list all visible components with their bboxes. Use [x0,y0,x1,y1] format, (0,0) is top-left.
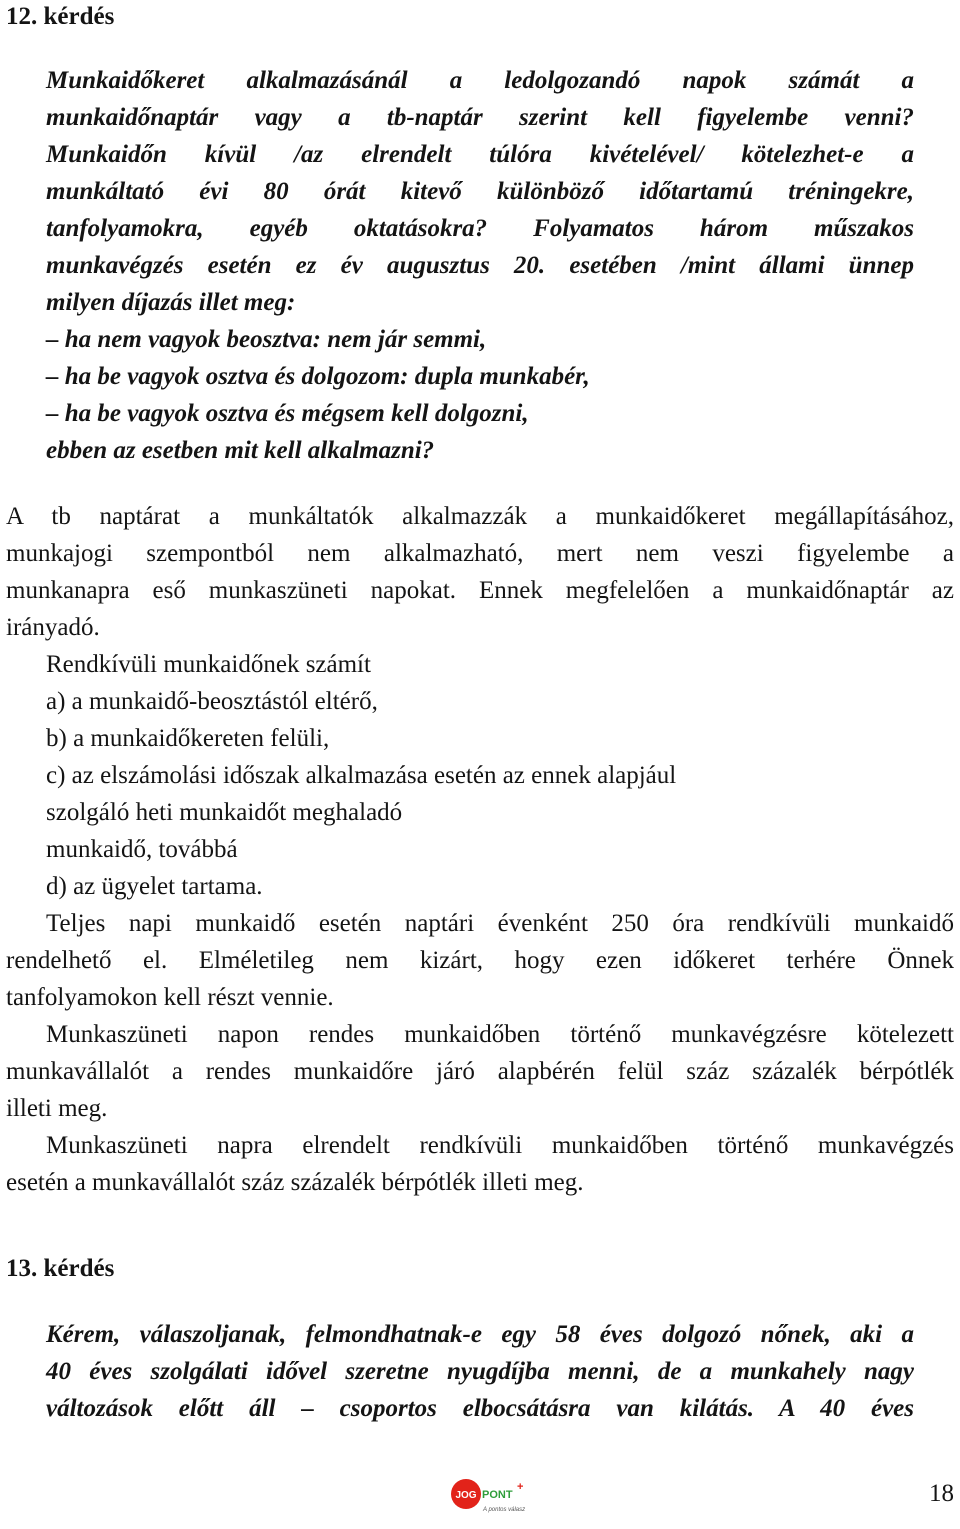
question-bullet: – ha be vagyok osztva és dolgozom: dupla munkabér, [46,363,590,390]
question-13 [46,1316,914,1427]
answer-line: Munkaszüneti napra elrendelt rendkívüli munkaidőben történő munkavégzés [46,1132,954,1159]
question-line: tanfolyamokra, egyéb oktatásokra? Folyamatos három műszakos [46,215,914,242]
answer-list-item: d) az ügyelet tartama. [46,873,263,900]
question-line: változások előtt áll – csoportos elbocsátásra van kilátás. A 40 éves [46,1395,914,1422]
answer-list-item: c) az elszámolási időszak alkalmazása esetén az ennek alapjául [46,762,677,789]
question-line: Munkaidőn kívül /az elrendelt túlóra kivételével/ kötelezhet-e a [46,141,914,168]
question-heading-12: 12. kérdés [6,3,115,30]
question-12 [46,62,914,469]
svg-text:PONT: PONT [482,1489,513,1501]
page-number: 18 [929,1480,954,1507]
question-bullet: – ha be vagyok osztva és mégsem kell dolgozni, [46,400,529,427]
question-line: munkavégzés esetén ez év augusztus 20. esetében /mint állami ünnep [46,252,914,279]
answer-list-item: b) a munkaidőkereten felüli, [46,725,330,752]
answer-line: Teljes napi munkaidő esetén naptári évenként 250 óra rendkívüli munkaidő [46,910,954,937]
answer-line: Rendkívüli munkaidőnek számít [46,651,371,678]
question-line: munkaidőnaptár vagy a tb-naptár szerint kell figyelembe venni? [46,104,914,131]
answer-line: rendelhető el. Elméletileg nem kizárt, hogy ezen időkeret terhére Önnek [6,947,954,974]
answer-list-item: a) a munkaidő-beosztástól eltérő, [46,688,378,715]
jogpont-logo [446,1478,530,1518]
answer-line: illeti meg. [6,1095,108,1122]
answer-line: munkavállalót a rendes munkaidőre járó alapbérén felül száz százalék bérpótlék [6,1058,954,1085]
answer-line: esetén a munkavállalót száz százalék bérpótlék illeti meg. [6,1169,584,1196]
answer-line: munkajogi szempontból nem alkalmazható, mert nem veszi figyelembe a [6,540,954,567]
answer-12 [6,498,954,1201]
svg-text:JOG: JOG [455,1490,477,1501]
question-line: milyen díjazás illet meg: [46,289,296,316]
answer-line: A tb naptárat a munkáltatók alkalmazzák a munkaidőkeret megállapításához, [6,503,954,530]
question-line: Munkaidőkeret alkalmazásánál a ledolgozandó napok számát a [46,67,914,94]
svg-text:+: + [517,1481,524,1493]
answer-line: irányadó. [6,614,100,641]
answer-list-item: szolgáló heti munkaidőt meghaladó [46,799,403,826]
answer-list-item: munkaidő, továbbá [46,836,238,863]
question-bullet: – ha nem vagyok beosztva: nem jár semmi, [46,326,487,353]
jogpont-logo-graphic [446,1478,530,1518]
question-line: Kérem, válaszoljanak, felmondhatnak-e egy 58 éves dolgozó nőnek, aki a [46,1321,914,1348]
question-heading-13: 13. kérdés [6,1255,115,1282]
question-line: munkáltató évi 80 órát kitevő különböző időtartamú tréningekre, [46,178,914,205]
svg-text:A pontos válasz: A pontos válasz [483,1507,526,1513]
answer-line: tanfolyamokon kell részt vennie. [6,984,334,1011]
answer-line: munkanapra eső munkaszüneti napokat. Ennek megfelelően a munkaidőnaptár az [6,577,954,604]
question-line: ebben az esetben mit kell alkalmazni? [46,437,435,464]
question-line: 40 éves szolgálati idővel szeretne nyugdíjba menni, de a munkahely nagy [46,1358,914,1385]
answer-line: Munkaszüneti napon rendes munkaidőben történő munkavégzésre kötelezett [46,1021,954,1048]
